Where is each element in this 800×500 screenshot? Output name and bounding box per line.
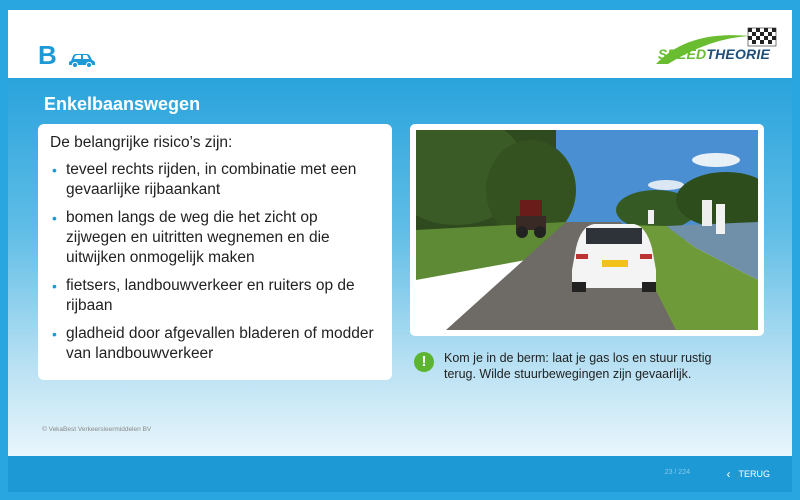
top-bar (8, 10, 792, 78)
slide (8, 10, 792, 492)
bottom-bar (8, 456, 792, 492)
logo-speed: SPEED (657, 46, 707, 62)
bullet-icon: • (52, 326, 57, 342)
photo-frame (410, 124, 764, 336)
list-item (50, 208, 380, 268)
risk-card (38, 124, 392, 380)
list-item-text: fietsers, landbouwverkeer en ruiters op de rijbaan (66, 277, 355, 314)
list-item (50, 276, 380, 316)
car-icon (68, 50, 96, 68)
bullet-icon: • (52, 162, 57, 178)
list-item (50, 160, 380, 200)
back-button[interactable] (727, 465, 771, 483)
logo-wordmark (658, 46, 770, 62)
page-counter: 23 / 224 (664, 469, 690, 476)
list-item (50, 324, 380, 364)
tip-text: Kom je in de berm: laat je gas los en stuur rustig terug. Wilde stuurbewegingen zijn gevaarlijk. (444, 351, 712, 381)
road-photo (416, 130, 758, 330)
exclamation-icon: ! (414, 352, 434, 372)
risk-list (50, 160, 380, 364)
logo-theorie: THEORIE (706, 46, 770, 62)
page-title: Enkelbaanswegen (44, 94, 201, 114)
category-letter: B (38, 40, 57, 70)
copyright-notice: © VekaBest Verkeersleermiddelen BV (42, 426, 152, 433)
bullet-icon: • (52, 278, 57, 294)
list-item-text: gladheid door afgevallen bladeren of modder van landbouwverkeer (66, 325, 374, 362)
bullet-icon: • (52, 210, 57, 226)
card-intro: De belangrijke risico’s zijn: (50, 134, 233, 151)
back-button-label: TERUG (738, 469, 770, 479)
list-item-text: bomen langs de weg die het zicht op zijwegen en uitritten wegnemen en die uitwijken onmogelijk maken (66, 209, 330, 266)
chevron-left-icon: ‹ (726, 467, 731, 481)
checkered-flag-icon (748, 28, 776, 46)
list-item-text: teveel rechts rijden, in combinatie met een gevaarlijke rijbaankant (66, 161, 357, 198)
